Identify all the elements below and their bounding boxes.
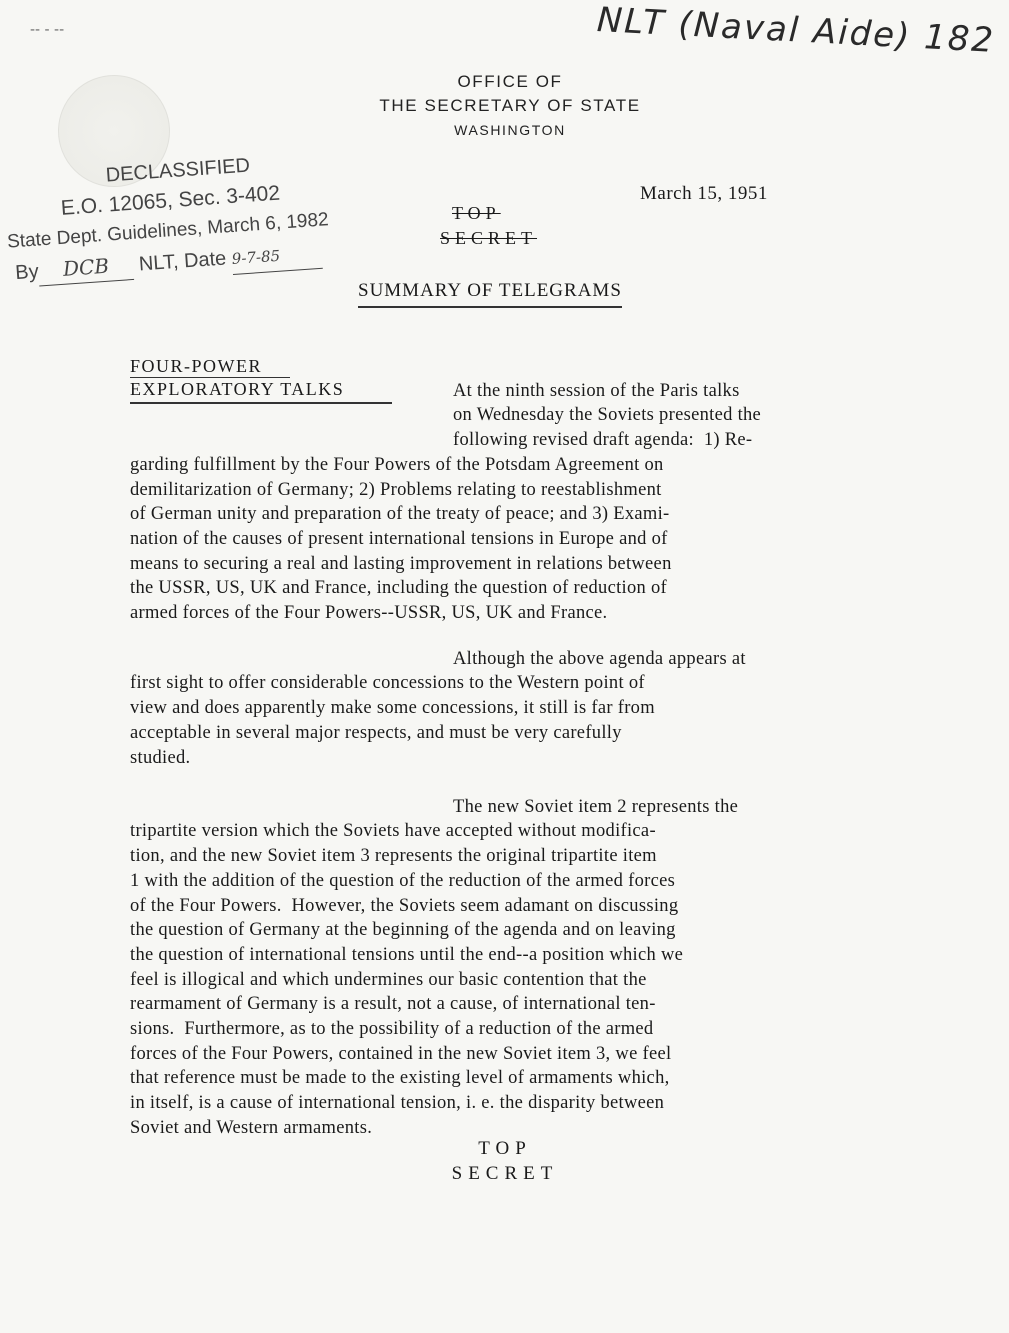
letterhead-line-2: THE SECRETARY OF STATE — [379, 96, 641, 115]
paragraph-line: of the Four Powers. However, the Soviets seem adamant on discussing — [130, 895, 679, 916]
stamp-line-2: E.O. 12065, Sec. 3-402 — [60, 181, 281, 220]
stamp-by-label: By — [14, 260, 40, 285]
paragraph-line: that reference must be made to the existing level of armaments which, — [130, 1068, 670, 1089]
paragraph-line: demilitarization of Germany; 2) Problems relating to reestablishment — [130, 479, 662, 500]
paragraph-line: rearmament of Germany is a result, not a cause, of international ten- — [130, 994, 656, 1015]
paragraph-line: studied. — [130, 747, 191, 768]
paragraph-line: garding fulfillment by the Four Powers of the Potsdam Agreement on — [130, 454, 664, 475]
paragraph-line: tion, and the new Soviet item 3 represents the original tripartite item — [130, 846, 657, 867]
paragraph-line: the question of Germany at the beginning of the agenda and on leaving — [130, 920, 676, 941]
stamp-date-value: 9-7-85 — [231, 238, 323, 275]
paragraph-line: of German unity and preparation of the treaty of peace; and 3) Exami- — [130, 504, 670, 525]
paragraph-3 — [130, 770, 738, 1165]
paragraph-line: sions. Furthermore, as to the possibility of a reduction of the armed — [130, 1019, 654, 1040]
struck-classification-top: TOP — [452, 203, 501, 223]
footer-classification-top: TOP — [478, 1138, 532, 1159]
paragraph-line: following revised draft agenda: 1) Re- — [453, 430, 753, 451]
stamp-nlt-label: NLT, Date — [138, 247, 227, 276]
paragraph-line: in itself, is a cause of international tension, i. e. the disparity between — [130, 1093, 665, 1114]
paragraph-line: first sight to offer considerable concessions to the Western point of — [130, 673, 645, 694]
stamp-line-3: State Dept. Guidelines, March 6, 1982 — [6, 209, 330, 253]
struck-classification-secret: SECRET — [440, 228, 538, 248]
declassified-stamp — [0, 145, 332, 290]
handwritten-note: NLT (Naval Aide) 182 — [595, 0, 997, 61]
paragraph-1 — [130, 354, 761, 650]
corner-mark: -- - -- — [30, 22, 65, 38]
paragraph-line: means to securing a real and lasting improvement in relations between — [130, 553, 672, 574]
paragraph-line: acceptable in several major respects, and must be very carefully — [130, 722, 622, 743]
document-date: March 15, 1951 — [640, 183, 768, 204]
paragraph-line: At the ninth session of the Paris talks — [453, 380, 740, 401]
paragraph-line: view and does apparently make some concessions, it still is far from — [130, 698, 655, 719]
footer-classification-secret: SECRET — [451, 1163, 559, 1184]
paragraph-2 — [130, 622, 746, 795]
paragraph-line: Although the above agenda appears at — [453, 648, 746, 669]
paragraph-line: the question of international tensions until the end--a position which we — [130, 944, 684, 965]
paragraph-line: forces of the Four Powers, contained in the new Soviet item 3, we feel — [130, 1043, 672, 1064]
paragraph-line: tripartite version which the Soviets have accepted without modifica- — [130, 821, 656, 842]
paragraph-line: on Wednesday the Soviets presented the — [453, 405, 762, 426]
paragraph-line: feel is illogical and which undermines our basic contention that the — [130, 969, 647, 990]
section-heading-line-2: EXPLORATORY TALKS — [130, 378, 392, 404]
paragraph-line: nation of the causes of present international tensions in Europe and of — [130, 528, 668, 549]
letterhead-line-1: OFFICE OF — [457, 72, 563, 91]
letterhead-line-3: WASHINGTON — [454, 122, 566, 138]
paragraph-line: armed forces of the Four Powers--USSR, US, UK and France. — [130, 603, 608, 624]
document-title: SUMMARY OF TELEGRAMS — [358, 280, 622, 308]
paragraph-line: 1 with the addition of the question of the reduction of the armed forces — [130, 870, 676, 891]
paragraph-line: the USSR, US, UK and France, including the question of reduction of — [130, 578, 667, 599]
stamp-by-value: DCB — [38, 249, 135, 287]
stamp-line-1: DECLASSIFIED — [105, 154, 251, 187]
section-heading-line-1: FOUR-POWER — [130, 355, 290, 378]
paragraph-line: Soviet and Western armaments. — [130, 1117, 373, 1138]
paragraph-line: The new Soviet item 2 represents the — [453, 796, 739, 817]
